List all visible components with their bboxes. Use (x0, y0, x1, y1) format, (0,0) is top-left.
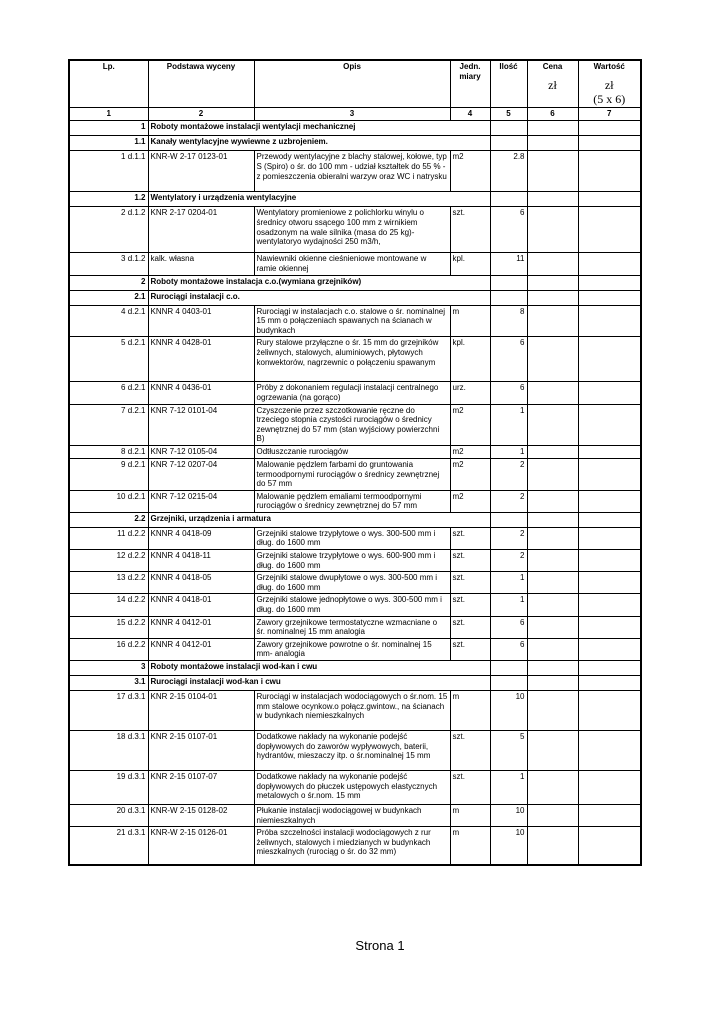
column-number-row (69, 108, 641, 121)
price-currency: zł (548, 77, 557, 92)
item-base: KNR-W 2-17 0123-01 (148, 151, 254, 192)
item-price (527, 382, 578, 404)
qty-cell (527, 121, 578, 136)
item-description: Płukanie instalacji wodociągowej w budynkach niemieszkalnych (254, 805, 450, 827)
subsection-row (69, 290, 641, 305)
item-description: Rury stalowe przyłączne o śr. 15 mm do grzejników żeliwnych, stalowych, aluminiowych, płytowych konwektorów, nagrzewnic o połączeniu spawanym (254, 337, 450, 382)
subsection-number: 2.2 (69, 512, 148, 527)
item-price (527, 337, 578, 382)
item-base: KNNR 4 0418-09 (148, 527, 254, 549)
item-lp: 21 d.3.1 (69, 827, 148, 865)
price-cell (578, 136, 641, 151)
price-cell (578, 676, 641, 691)
unit-cell (490, 661, 527, 676)
item-lp: 8 d.2.1 (69, 445, 148, 458)
header-lp: Lp. (69, 60, 148, 108)
qty-cell (527, 512, 578, 527)
item-unit: szt. (450, 638, 490, 660)
item-quantity: 2 (490, 490, 527, 512)
item-base: KNR 7-12 0101-04 (148, 404, 254, 445)
item-price (527, 305, 578, 337)
header-unit: Jedn. miary (450, 60, 490, 108)
item-unit: m2 (450, 445, 490, 458)
item-price (527, 691, 578, 731)
table-row (69, 731, 641, 771)
item-quantity: 6 (490, 337, 527, 382)
item-value (578, 490, 641, 512)
item-unit: szt. (450, 616, 490, 638)
item-price (527, 594, 578, 616)
item-price (527, 527, 578, 549)
item-price (527, 550, 578, 572)
item-quantity: 2.8 (490, 151, 527, 192)
item-quantity: 10 (490, 805, 527, 827)
item-price (527, 771, 578, 805)
item-price (527, 207, 578, 253)
item-quantity: 10 (490, 691, 527, 731)
item-unit: szt. (450, 594, 490, 616)
section-row (69, 275, 641, 290)
table-row (69, 527, 641, 549)
column-number: 6 (527, 108, 578, 121)
item-unit: m (450, 827, 490, 865)
header-desc: Opis (254, 60, 450, 108)
item-description: Próby z dokonaniem regulacji instalacji centralnego ogrzewania (na gorąco) (254, 382, 450, 404)
item-quantity: 5 (490, 731, 527, 771)
item-lp: 9 d.2.1 (69, 458, 148, 490)
item-base: KNR 2-17 0204-01 (148, 207, 254, 253)
item-price (527, 445, 578, 458)
item-quantity: 1 (490, 404, 527, 445)
item-lp: 7 d.2.1 (69, 404, 148, 445)
item-base: KNR 2-15 0107-01 (148, 731, 254, 771)
item-description: Przewody wentylacyjne z blachy stalowej, kołowe, typ S (Spiro) o śr. do 100 mm - udział kształtek do 55 % - z pomieszczenia obieralni warzyw oraz WC i natrysku (254, 151, 450, 192)
unit-cell (490, 121, 527, 136)
table-row (69, 404, 641, 445)
item-value (578, 207, 641, 253)
item-unit: szt. (450, 207, 490, 253)
table-row (69, 458, 641, 490)
item-value (578, 771, 641, 805)
item-base: KNNR 4 0412-01 (148, 616, 254, 638)
item-value (578, 638, 641, 660)
item-unit: szt. (450, 572, 490, 594)
item-value (578, 527, 641, 549)
item-lp: 17 d.3.1 (69, 691, 148, 731)
item-quantity: 6 (490, 638, 527, 660)
item-value (578, 616, 641, 638)
section-number: 1 (69, 121, 148, 136)
item-base: kalk. własna (148, 253, 254, 275)
table-row (69, 827, 641, 865)
item-lp: 16 d.2.2 (69, 638, 148, 660)
item-unit: urz. (450, 382, 490, 404)
price-cell (578, 192, 641, 207)
item-quantity: 2 (490, 458, 527, 490)
item-description: Czyszczenie przez szczotkowanie ręczne do trzeciego stopnia czystości rurociągów o średnicy zewnętrznej do 57 mm (stan wyjściowy powierzchni B) (254, 404, 450, 445)
item-value (578, 691, 641, 731)
section-number: 2 (69, 275, 148, 290)
item-description: Grzejniki stalowe jednopłytowe o wys. 300-500 mm i dług. do 1600 mm (254, 594, 450, 616)
subsection-number: 1.2 (69, 192, 148, 207)
page-number: Strona 1 (355, 938, 405, 953)
item-unit: m2 (450, 490, 490, 512)
header-value: Wartość zł (5 x 6) (578, 60, 641, 108)
table-row (69, 382, 641, 404)
qty-cell (527, 676, 578, 691)
item-base: KNR-W 2-15 0126-01 (148, 827, 254, 865)
item-value (578, 827, 641, 865)
table-row (69, 207, 641, 253)
item-unit: szt. (450, 771, 490, 805)
table-row (69, 771, 641, 805)
item-value (578, 731, 641, 771)
table-row (69, 594, 641, 616)
item-lp: 20 d.3.1 (69, 805, 148, 827)
header-qty: Ilość (490, 60, 527, 108)
item-price (527, 490, 578, 512)
item-description: Zawory grzejnikowe termostatyczne wzmacniane o śr. nominalnej 15 mm analogia (254, 616, 450, 638)
price-cell (578, 512, 641, 527)
item-value (578, 305, 641, 337)
item-lp: 2 d.1.2 (69, 207, 148, 253)
unit-cell (490, 290, 527, 305)
item-price (527, 572, 578, 594)
item-description: Grzejniki stalowe trzypłytowe o wys. 600-900 mm i dług. do 1600 mm (254, 550, 450, 572)
table-row (69, 151, 641, 192)
value-formula: (5 x 6) (593, 91, 626, 106)
unit-cell (490, 192, 527, 207)
item-base: KNR 7-12 0207-04 (148, 458, 254, 490)
value-currency: zł (604, 77, 614, 92)
item-unit: kpl. (450, 337, 490, 382)
item-value (578, 151, 641, 192)
table-row (69, 616, 641, 638)
item-description: Grzejniki stalowe dwupłytowe o wys. 300-500 mm i dług. do 1600 mm (254, 572, 450, 594)
item-base: KNNR 4 0403-01 (148, 305, 254, 337)
item-unit: szt. (450, 550, 490, 572)
qty-cell (527, 192, 578, 207)
item-lp: 3 d.1.2 (69, 253, 148, 275)
item-price (527, 638, 578, 660)
subsection-row (69, 136, 641, 151)
table-row (69, 805, 641, 827)
item-description: Malowanie pędzlem farbami do gruntowania termoodpornymi rurociągów o średnicy zewnętrznej do 57 mm (254, 458, 450, 490)
unit-cell (490, 275, 527, 290)
item-price (527, 458, 578, 490)
unit-cell (490, 512, 527, 527)
item-description: Odtłuszczanie rurociągów (254, 445, 450, 458)
item-lp: 11 d.2.2 (69, 527, 148, 549)
item-quantity: 1 (490, 594, 527, 616)
subsection-title: Grzejniki, urządzenia i armatura (148, 512, 490, 527)
column-number: 2 (148, 108, 254, 121)
column-number: 1 (69, 108, 148, 121)
column-number: 5 (490, 108, 527, 121)
item-unit: m2 (450, 404, 490, 445)
item-base: KNR 2-15 0104-01 (148, 691, 254, 731)
item-quantity: 1 (490, 572, 527, 594)
item-description: Zawory grzejnikowe powrotne o śr. nominalnej 15 mm- analogia (254, 638, 450, 660)
item-description: Rurociągi w instalacjach c.o. stalowe o śr. nominalnej 15 mm o połączeniach spawanych na ścianach w budynkach (254, 305, 450, 337)
subsection-row (69, 676, 641, 691)
subsection-title: Rurociągi instalacji c.o. (148, 290, 490, 305)
column-number: 7 (578, 108, 641, 121)
item-base: KNNR 4 0418-05 (148, 572, 254, 594)
item-lp: 5 d.2.1 (69, 337, 148, 382)
item-description: Wentylatory promieniowe z polichlorku winylu o średnicy otworu ssącego 100 mm z wirnikiem osadzonym na wale silnika (masa do 25 kg)- wentylatoryo wydajności 250 m3/h, (254, 207, 450, 253)
subsection-number: 1.1 (69, 136, 148, 151)
item-value (578, 382, 641, 404)
item-quantity: 2 (490, 550, 527, 572)
price-cell (578, 661, 641, 676)
price-cell (578, 275, 641, 290)
item-description: Nawiewniki okienne cieśnieniowe montowane w ramie okiennej (254, 253, 450, 275)
section-title: Roboty montażowe instalacji wod-kan i cwu (148, 661, 490, 676)
item-price (527, 731, 578, 771)
unit-cell (490, 136, 527, 151)
item-unit: szt. (450, 731, 490, 771)
item-description: Malowanie pędzlem emaliami termoodpornymi rurociągów o średnicy zewnętrznej do 57 mm (254, 490, 450, 512)
item-lp: 12 d.2.2 (69, 550, 148, 572)
section-title: Roboty montażowe instalacja c.o.(wymiana grzejników) (148, 275, 490, 290)
item-unit: kpl. (450, 253, 490, 275)
subsection-number: 3.1 (69, 676, 148, 691)
header-row (69, 60, 641, 108)
item-value (578, 594, 641, 616)
table-row (69, 572, 641, 594)
item-lp: 1 d.1.1 (69, 151, 148, 192)
qty-cell (527, 661, 578, 676)
section-row (69, 661, 641, 676)
item-base: KNNR 4 0418-01 (148, 594, 254, 616)
item-quantity: 11 (490, 253, 527, 275)
table-row (69, 691, 641, 731)
item-lp: 4 d.2.1 (69, 305, 148, 337)
item-base: KNR 2-15 0107-07 (148, 771, 254, 805)
item-quantity: 1 (490, 445, 527, 458)
price-cell (578, 121, 641, 136)
item-quantity: 6 (490, 382, 527, 404)
item-value (578, 805, 641, 827)
column-number: 4 (450, 108, 490, 121)
item-base: KNNR 4 0428-01 (148, 337, 254, 382)
item-value (578, 458, 641, 490)
table-row (69, 638, 641, 660)
item-price (527, 151, 578, 192)
table-row (69, 550, 641, 572)
header-price: Cena zł (527, 60, 578, 108)
item-price (527, 253, 578, 275)
item-value (578, 550, 641, 572)
price-cell (578, 290, 641, 305)
subsection-row (69, 512, 641, 527)
item-base: KNNR 4 0412-01 (148, 638, 254, 660)
item-description: Próba szczelności instalacji wodociągowych z rur żeliwnych, stalowych i miedzianych w budynkach mieszkalnych (rurociąg o śr. do 32 mm) (254, 827, 450, 865)
item-unit: m2 (450, 151, 490, 192)
item-lp: 6 d.2.1 (69, 382, 148, 404)
item-quantity: 6 (490, 616, 527, 638)
section-title: Roboty montażowe instalacji wentylacji mechanicznej (148, 121, 490, 136)
column-number: 3 (254, 108, 450, 121)
item-price (527, 805, 578, 827)
item-description: Rurociągi w instalacjach wodociągowych o śr.nom. 15 mm stalowe ocynkow.o połącz.gwintow., na ścianach w budynkach niemieszkalnych (254, 691, 450, 731)
item-description: Dodatkowe nakłady na wykonanie podejść dopływowych do płuczek ustępowych elastycznych metalowych o śr.nom. 15 mm (254, 771, 450, 805)
item-quantity: 8 (490, 305, 527, 337)
item-unit: m (450, 805, 490, 827)
qty-cell (527, 136, 578, 151)
subsection-title: Wentylatory i urządzenia wentylacyjne (148, 192, 490, 207)
item-lp: 13 d.2.2 (69, 572, 148, 594)
subsection-number: 2.1 (69, 290, 148, 305)
section-row (69, 121, 641, 136)
item-description: Dodatkowe nakłady na wykonanie podejść dopływowych do zaworów wypływowych, baterii, hydrantów, mieszaczy itp. o śr.nominalnej 15 mm (254, 731, 450, 771)
item-unit: m (450, 305, 490, 337)
subsection-row (69, 192, 641, 207)
table-row (69, 490, 641, 512)
item-base: KNNR 4 0436-01 (148, 382, 254, 404)
item-lp: 18 d.3.1 (69, 731, 148, 771)
qty-cell (527, 290, 578, 305)
item-price (527, 616, 578, 638)
item-base: KNR-W 2-15 0128-02 (148, 805, 254, 827)
item-unit: m (450, 691, 490, 731)
item-value (578, 445, 641, 458)
table-row (69, 445, 641, 458)
table-row (69, 253, 641, 275)
subsection-title: Rurociągi instalacji wod-kan i cwu (148, 676, 490, 691)
unit-cell (490, 676, 527, 691)
item-base: KNR 7-12 0105-04 (148, 445, 254, 458)
item-lp: 19 d.3.1 (69, 771, 148, 805)
item-base: KNR 7-12 0215-04 (148, 490, 254, 512)
item-unit: m2 (450, 458, 490, 490)
item-lp: 10 d.2.1 (69, 490, 148, 512)
item-quantity: 6 (490, 207, 527, 253)
qty-cell (527, 275, 578, 290)
table-row (69, 337, 641, 382)
item-lp: 15 d.2.2 (69, 616, 148, 638)
item-quantity: 2 (490, 527, 527, 549)
item-unit: szt. (450, 527, 490, 549)
subsection-title: Kanały wentylacyjne wywiewne z uzbrojeniem. (148, 136, 490, 151)
item-value (578, 572, 641, 594)
item-value (578, 337, 641, 382)
cost-estimate-table (68, 59, 642, 866)
item-price (527, 827, 578, 865)
item-value (578, 404, 641, 445)
item-value (578, 253, 641, 275)
item-quantity: 1 (490, 771, 527, 805)
section-number: 3 (69, 661, 148, 676)
table-row (69, 305, 641, 337)
item-quantity: 10 (490, 827, 527, 865)
item-lp: 14 d.2.2 (69, 594, 148, 616)
item-price (527, 404, 578, 445)
header-base: Podstawa wyceny (148, 60, 254, 108)
item-description: Grzejniki stalowe trzypłytowe o wys. 300-500 mm i dług. do 1600 mm (254, 527, 450, 549)
item-base: KNNR 4 0418-11 (148, 550, 254, 572)
